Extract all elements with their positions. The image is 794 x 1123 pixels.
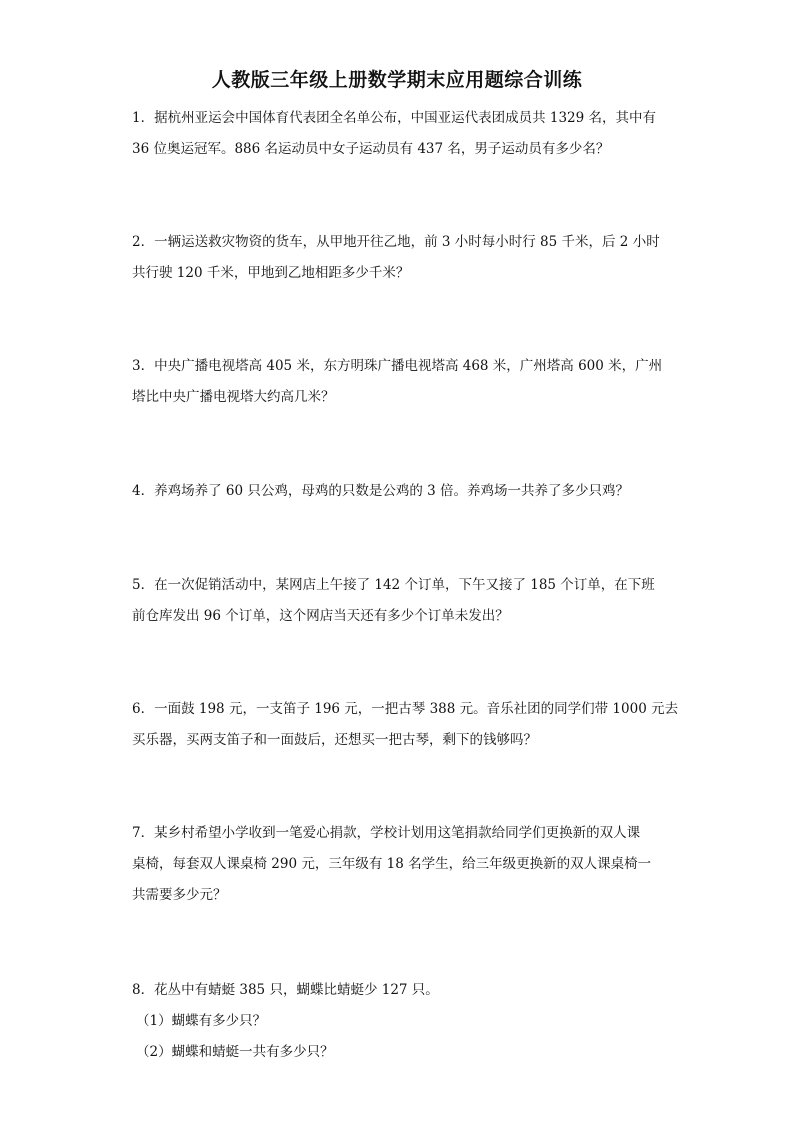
question-line: 36 位奥运冠军。886 名运动员中女子运动员有 437 名，男子运动员有多少名？: [132, 141, 610, 157]
question-line: 3．中央广播电视塔高 405 米，东方明珠广播电视塔高 468 米，广州塔高 600 米，广州: [132, 358, 663, 374]
question-6: [132, 694, 679, 756]
question-line: 7．某乡村希望小学收到一笔爱心捐款，学校计划用这笔捐款给同学们更换新的双人课: [132, 825, 641, 841]
question-line: 4．养鸡场养了 60 只公鸡，母鸡的只数是公鸡的 3 倍。养鸡场一共养了多少只鸡？: [132, 483, 630, 499]
question-line: 6．一面鼓 198 元，一支笛子 196 元，一把古琴 388 元。音乐社团的同学们带 1000 元去: [132, 701, 679, 717]
page-title: 人教版三年级上册数学期末应用题综合训练: [211, 69, 583, 91]
question-5: [132, 570, 667, 632]
question-line: 共行驶 120 千米，甲地到乙地相距多少千米？: [132, 265, 410, 281]
sub-question-2: （2）蝴蝶和蜻蜓一共有多少只？: [136, 1044, 334, 1060]
question-line: 5．在一次促销活动中，某网店上午接了 142 个订单，下午又接了 185 个订单，在下班: [132, 577, 655, 593]
question-1: [132, 103, 667, 165]
question-8: [132, 975, 667, 1068]
question-line: 共需要多少元？: [132, 887, 227, 903]
question-line: 买乐器，买两支笛子和一面鼓后，还想买一把古琴，剩下的钱够吗？: [132, 732, 537, 748]
question-line: 2．一辆运送救灾物资的货车，从甲地开往乙地，前 3 小时每小时行 85 千米，后 2 小时: [132, 234, 660, 250]
question-line: 前仓库发出 96 个订单，这个网店当天还有多少个订单未发出？: [132, 608, 509, 624]
question-2: [132, 227, 667, 289]
question-3: [132, 351, 667, 413]
question-line: 8．花丛中有蜻蜓 385 只，蝴蝶比蜻蜓少 127 只。: [132, 982, 439, 998]
question-line: 塔比中央广播电视塔大约高几米？: [132, 389, 335, 405]
question-4: [132, 476, 667, 507]
question-line: 桌椅，每套双人课桌椅 290 元，三年级有 18 名学生，给三年级更换新的双人课桌椅一: [132, 856, 652, 872]
sub-question-1: （1）蝴蝶有多少只？: [136, 1013, 267, 1029]
question-7: [132, 818, 667, 911]
question-line: 1．据杭州亚运会中国体育代表团全名单公布，中国亚运代表团成员共 1329 名，其中有: [132, 110, 657, 126]
